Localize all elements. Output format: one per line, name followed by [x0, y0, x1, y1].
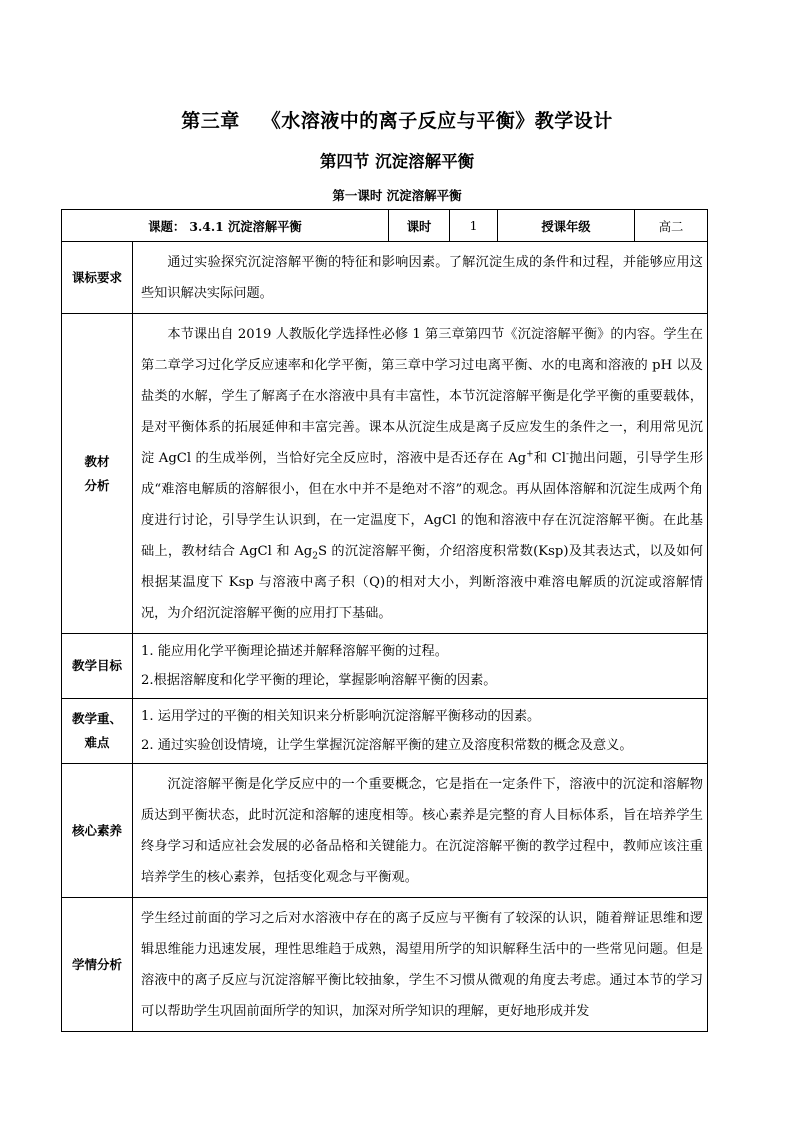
- students-label: 学情分析: [62, 898, 133, 1032]
- ag-charge: +: [526, 449, 534, 460]
- literacy-row: [62, 764, 708, 898]
- section-title: 第四节 沉淀溶解平衡: [319, 152, 475, 171]
- cl-charge: -: [565, 449, 569, 460]
- keypoint-item: 1. 运用学过的平衡的相关知识来分析影响沉淀溶解平衡移动的因素。: [141, 709, 541, 724]
- textbook-text-part1: 本节课出自 2019 人教版化学选择性必修 1 第三章第四节《沉淀溶解平衡》的内容。学生在第二章学习过化学反应速率和化学平衡，第三章中学习过电离平衡、水的电离和溶液的 pH 以及盐类的水解，学生了解离子在水溶液中具有丰富性，本节沉淀溶解平衡是化学平衡的重要载体，是对平衡体系的拓展延伸和丰富完善。课本从沉淀生成是离子反应发生的条件之一，利用常见沉淀 AgCl 的生成举例，当恰好完全反应时，溶液中是否还存在 Ag: [141, 327, 703, 466]
- ag2s-subscript: 2: [312, 551, 318, 562]
- objectives-row: [62, 634, 708, 699]
- chapter-title: 《水溶液中的离子反应与平衡》教学设计: [261, 110, 613, 132]
- textbook-text-part2: 抛出问题，引导学生形成“难溶电解质的溶解很小，但在水中并不是绝对不溶”的观念。再从固体溶解和沉淀生成两个角度进行讨论，引导学生认识到，在一定温度下，AgCl 的饱和溶液中存在沉淀溶解平衡。在此基础上，教材结合 AgCl 和 Ag: [141, 451, 704, 559]
- header-row: [62, 210, 708, 242]
- textbook-label-line1: 教材: [84, 453, 110, 469]
- textbook-text-cl: 和 Cl: [533, 451, 566, 466]
- lesson-title: 第一课时 沉淀溶解平衡: [332, 188, 462, 203]
- objective-item: 1. 能应用化学平衡理论描述并解释溶解平衡的过程。: [141, 644, 448, 659]
- topic-cell: 课题： 3.4.1 沉淀溶解平衡: [62, 210, 389, 242]
- students-row: [62, 898, 708, 1032]
- grade-label: 授课年级: [498, 210, 635, 242]
- chapter-label: 第三章: [181, 110, 240, 132]
- textbook-label-line2: 分析: [84, 477, 110, 493]
- literacy-label: 核心素养: [62, 764, 133, 898]
- standard-text: 通过实验探究沉淀溶解平衡的特征和影响因素。了解沉淀生成的条件和过程，并能够应用这些知识解决实际问题。: [133, 242, 708, 314]
- standard-label: 课标要求: [62, 242, 133, 314]
- lesson-plan-table: [61, 209, 708, 1032]
- period-label: 课时: [389, 210, 450, 242]
- document-title: [0, 106, 794, 133]
- literacy-text: 沉淀溶解平衡是化学反应中的一个重要概念，它是指在一定条件下，溶液中的沉淀和溶解物质达到平衡状态，此时沉淀和溶解的速度相等。核心素养是完整的育人目标体系，旨在培养学生终身学习和适应社会发展的必备品格和关键能力。在沉淀溶解平衡的教学过程中，教师应该注重培养学生的核心素养，包括变化观念与平衡观。: [133, 764, 708, 898]
- keypoints-label: [62, 699, 133, 764]
- textbook-row: [62, 314, 708, 634]
- keypoints-label-line1: 教学重、: [71, 711, 122, 726]
- keypoints-list: [133, 699, 708, 764]
- textbook-text: [133, 314, 708, 634]
- objective-item: 2.根据溶解度和化学平衡的理论，掌握影响溶解平衡的因素。: [141, 673, 497, 688]
- keypoint-item: 2. 通过实验创设情境，让学生掌握沉淀溶解平衡的建立及溶度积常数的概念及意义。: [141, 738, 633, 753]
- textbook-label: [62, 314, 133, 634]
- objectives-list: [133, 634, 708, 699]
- keypoints-row: [62, 699, 708, 764]
- standard-row: [62, 242, 708, 314]
- grade-value: 高二: [635, 210, 708, 242]
- textbook-text-part3: S 的沉淀溶解平衡，介绍溶度积常数(Ksp)及其表达式，以及如何根据某温度下 Ksp 与溶液中离子积（Q)的相对大小，判断溶液中难溶电解质的沉淀或溶解情况，为介绍沉淀溶解平衡的应用打下基础。: [141, 544, 703, 621]
- students-text: 学生经过前面的学习之后对水溶液中存在的离子反应与平衡有了较深的认识，随着辩证思维和逻辑思维能力迅速发展，理性思维趋于成熟，渴望用所学的知识解释生活中的一些常见问题。但是溶液中的离子反应与沉淀溶解平衡比较抽象，学生不习惯从微观的角度去考虑。通过本节的学习可以帮助学生巩固前面所学的知识，加深对所学知识的理解，更好地形成并发: [133, 898, 708, 1032]
- objectives-label: 教学目标: [62, 634, 133, 699]
- period-value: 1: [450, 210, 498, 242]
- keypoints-label-line2: 难点: [84, 735, 110, 750]
